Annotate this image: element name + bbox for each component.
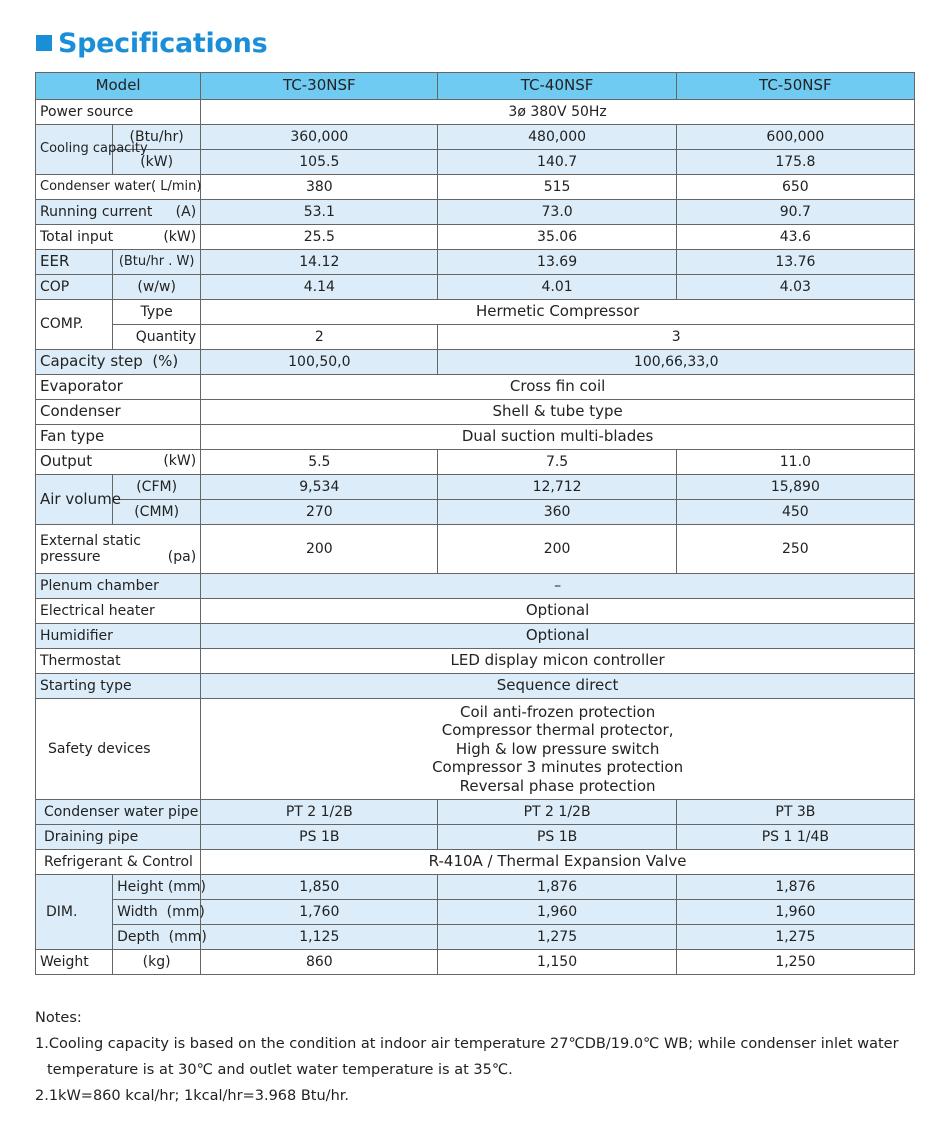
cell: LED display micon controller <box>201 649 915 674</box>
row-label: Output (kW) <box>36 450 201 475</box>
row-label: COP <box>36 275 113 300</box>
row-label: Air volume <box>36 475 113 525</box>
cell: 25.5 <box>201 225 438 250</box>
cell: 13.69 <box>438 250 676 275</box>
cell: 1,960 <box>676 900 914 925</box>
cell: 175.8 <box>676 150 914 175</box>
cell: Dual suction multi-blades <box>201 425 915 450</box>
comp-quantity-row <box>36 325 915 350</box>
weight-row <box>36 950 915 975</box>
humidifier-row <box>36 624 915 649</box>
unit-label: (kW) <box>113 150 201 175</box>
dim-height-row <box>36 875 915 900</box>
row-label: Weight <box>36 950 113 975</box>
safety-devices-row <box>36 699 915 800</box>
row-label: Plenum chamber <box>36 574 201 599</box>
draining-pipe-row <box>36 825 915 850</box>
total-input-row <box>36 225 915 250</box>
unit-label: Type <box>113 300 201 325</box>
cell: 360 <box>438 500 676 525</box>
notes-heading: Notes: <box>35 1010 82 1026</box>
cell: 1,876 <box>438 875 676 900</box>
cell: 1,150 <box>438 950 676 975</box>
cell: Hermetic Compressor <box>201 300 915 325</box>
starting-type-row <box>36 674 915 699</box>
heater-row <box>36 599 915 624</box>
row-label: Starting type <box>36 674 201 699</box>
unit-label: Width (mm) <box>113 900 201 925</box>
cell: 4.03 <box>676 275 914 300</box>
row-label: Safety devices <box>36 699 201 800</box>
eer-row <box>36 250 915 275</box>
cell: 270 <box>201 500 438 525</box>
cell: Cross fin coil <box>201 375 915 400</box>
cell: 9,534 <box>201 475 438 500</box>
cell: R-410A / Thermal Expansion Valve <box>201 850 915 875</box>
note-1: 1.Cooling capacity is based on the condition at indoor air temperature 27℃DB/19.0℃ WB; while condenser inlet water <box>35 1036 899 1052</box>
cell: 515 <box>438 175 676 200</box>
plenum-row <box>36 574 915 599</box>
static-pressure-row <box>36 525 915 574</box>
power-row <box>36 100 915 125</box>
notes <box>35 1005 915 1109</box>
row-label: COMP. <box>36 300 113 350</box>
cell: PT 2 1/2B <box>201 800 438 825</box>
row-label: Capacity step (%) <box>36 350 201 375</box>
unit-label: (CMM) <box>113 500 201 525</box>
safety-cell: Coil anti-frozen protection Compressor thermal protector, High & low pressure switch Compressor 3 minutes protection Reversal phase protection <box>201 699 915 800</box>
cell: PS 1 1/4B <box>676 825 914 850</box>
cell: 105.5 <box>201 150 438 175</box>
cell: 360,000 <box>201 125 438 150</box>
cell: 1,760 <box>201 900 438 925</box>
row-label: External static pressure (pa) <box>36 525 201 574</box>
cell: 53.1 <box>201 200 438 225</box>
cop-row <box>36 275 915 300</box>
unit-label: Height (mm) <box>113 875 201 900</box>
evaporator-row <box>36 375 915 400</box>
cell: 1,275 <box>676 925 914 950</box>
condenser-row <box>36 400 915 425</box>
cell: PS 1B <box>201 825 438 850</box>
unit-label: (Btu/hr . W) <box>113 250 201 275</box>
cell: 15,890 <box>676 475 914 500</box>
cell: 35.06 <box>438 225 676 250</box>
cell: 650 <box>676 175 914 200</box>
air-volume-row-2 <box>36 500 915 525</box>
unit-label: Quantity <box>113 325 201 350</box>
fan-type-row <box>36 425 915 450</box>
cell: 5.5 <box>201 450 438 475</box>
row-label: Running current (A) <box>36 200 201 225</box>
row-label: Thermostat <box>36 649 201 674</box>
cell: 4.01 <box>438 275 676 300</box>
row-label: Total input (kW) <box>36 225 201 250</box>
model-3: TC-50NSF <box>676 73 914 100</box>
cell: 380 <box>201 175 438 200</box>
model-header: Model <box>36 73 201 100</box>
cell: 1,876 <box>676 875 914 900</box>
cell: 450 <box>676 500 914 525</box>
unit-label: Depth (mm) <box>113 925 201 950</box>
page-title: Specifications <box>36 28 267 59</box>
cell: 600,000 <box>676 125 914 150</box>
cell: 43.6 <box>676 225 914 250</box>
cell: 3 <box>438 325 915 350</box>
cell: Optional <box>201 599 915 624</box>
cooling-row-1 <box>36 125 915 150</box>
cell: PT 2 1/2B <box>438 800 676 825</box>
cell: 13.76 <box>676 250 914 275</box>
output-row <box>36 450 915 475</box>
row-label: Refrigerant & Control <box>36 850 201 875</box>
unit-label: (CFM) <box>113 475 201 500</box>
cell: 2 <box>201 325 438 350</box>
row-label: Power source <box>36 100 201 125</box>
cell: 1,275 <box>438 925 676 950</box>
row-label: DIM. <box>36 875 113 950</box>
air-volume-row-1 <box>36 475 915 500</box>
cell: 7.5 <box>438 450 676 475</box>
cell: 100,50,0 <box>201 350 438 375</box>
cell: 250 <box>676 525 914 574</box>
cell: 90.7 <box>676 200 914 225</box>
dim-depth-row <box>36 925 915 950</box>
cell: 3ø 380V 50Hz <box>201 100 915 125</box>
cell: 14.12 <box>201 250 438 275</box>
cell: 480,000 <box>438 125 676 150</box>
cooling-row-2 <box>36 150 915 175</box>
condenser-water-pipe-row <box>36 800 915 825</box>
row-label: Condenser <box>36 400 201 425</box>
cell: 1,125 <box>201 925 438 950</box>
running-current-row <box>36 200 915 225</box>
model-1: TC-30NSF <box>201 73 438 100</box>
cell: 200 <box>201 525 438 574</box>
unit-label: (kg) <box>113 950 201 975</box>
condenser-water-row <box>36 175 915 200</box>
row-label: Evaporator <box>36 375 201 400</box>
cell: PT 3B <box>676 800 914 825</box>
row-label: Condenser water pipe <box>36 800 201 825</box>
cell: Shell & tube type <box>201 400 915 425</box>
row-label: Electrical heater <box>36 599 201 624</box>
refrigerant-row <box>36 850 915 875</box>
capacity-step-row <box>36 350 915 375</box>
comp-type-row <box>36 300 915 325</box>
unit-label: (Btu/hr) <box>113 125 201 150</box>
cell: 860 <box>201 950 438 975</box>
cell: 1,850 <box>201 875 438 900</box>
cell: 1,250 <box>676 950 914 975</box>
cell: 73.0 <box>438 200 676 225</box>
cell: PS 1B <box>438 825 676 850</box>
row-label: EER <box>36 250 113 275</box>
unit-label: (w/w) <box>113 275 201 300</box>
thermostat-row <box>36 649 915 674</box>
note-1-continued: temperature is at 30℃ and outlet water temperature is at 35℃. <box>47 1062 513 1078</box>
specifications-table <box>35 72 915 975</box>
row-label: Humidifier <box>36 624 201 649</box>
dim-width-row <box>36 900 915 925</box>
model-2: TC-40NSF <box>438 73 676 100</box>
cell: 11.0 <box>676 450 914 475</box>
cell: 200 <box>438 525 676 574</box>
cell: 4.14 <box>201 275 438 300</box>
cell: 140.7 <box>438 150 676 175</box>
cell: Sequence direct <box>201 674 915 699</box>
cell: 12,712 <box>438 475 676 500</box>
header-row <box>36 73 915 100</box>
square-bullet-icon <box>36 35 52 51</box>
cell: – <box>201 574 915 599</box>
row-label: Condenser water ( L/min) <box>36 175 201 200</box>
cell: 1,960 <box>438 900 676 925</box>
cell: Optional <box>201 624 915 649</box>
cell: 100,66,33,0 <box>438 350 915 375</box>
note-2: 2.1kW=860 kcal/hr; 1kcal/hr=3.968 Btu/hr. <box>35 1088 349 1104</box>
row-label: Cooling capacity <box>36 125 113 175</box>
row-label: Draining pipe <box>36 825 201 850</box>
row-label: Fan type <box>36 425 201 450</box>
